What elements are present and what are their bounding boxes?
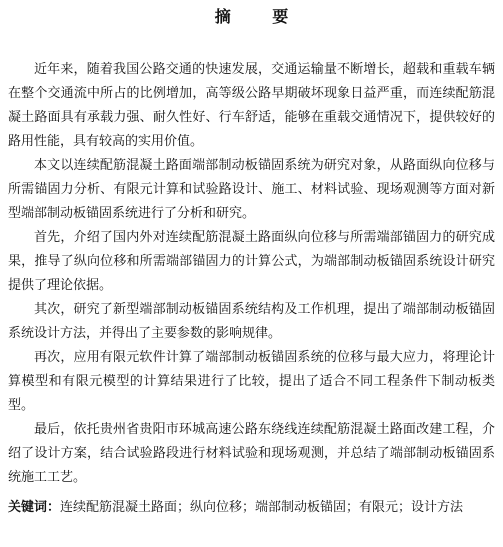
keywords-label: 关键词： [8,500,61,515]
paragraph-research-object: 本文以连续配筋混凝土路面端部制动板锚固系统为研究对象，从路面纵向位移与所需锚固力分析、有限元计算和试验路设计、施工、材料试验、现场观测等方面对新型端部制动板锚固系统进行了分析和研究。 [8,158,495,221]
abstract-body [8,58,495,490]
keywords-line [8,496,495,520]
paragraph-third: 再次，应用有限元软件计算了端部制动板锚固系统的位移与最大应力，将理论计算模型和有限元模型的计算结果进行了比较，提出了适合不同工程条件下制动板类型。 [8,350,495,413]
paragraph-background: 近年来，随着我国公路交通的快速发展，交通运输量不断增长，超载和重载车辆在整个交通流中所占的比例增加，高等级公路早期破坏现象日益严重，而连续配筋混凝土路面具有承载力强、耐久性好、行车舒适，能够在重载交通情况下，提供较好的路用性能，具有较高的实用价值。 [8,62,495,149]
paragraph-first: 首先，介绍了国内外对连续配筋混凝土路面纵向位移与所需端部锚固力的研究成果，推导了纵向位移和所需端部锚固力的计算公式，为端部制动板锚固系统设计研究提供了理论依据。 [8,230,495,293]
keywords-text: 连续配筋混凝土路面；纵向位移；端部制动板锚固；有限元；设计方法 [60,500,464,515]
abstract-title: 摘 要 [214,7,307,26]
paragraph-second: 其次，研究了新型端部制动板锚固系统结构及工作机理，提出了端部制动板锚固系统设计方法，并得出了主要参数的影响规律。 [8,302,495,341]
paragraph-finally: 最后，依托贵州省贵阳市环城高速公路东绕线连续配筋混凝土路面改建工程，介绍了设计方案，结合试验路段进行材料试验和现场观测，并总结了端部制动板锚固系统施工工艺。 [8,422,495,485]
